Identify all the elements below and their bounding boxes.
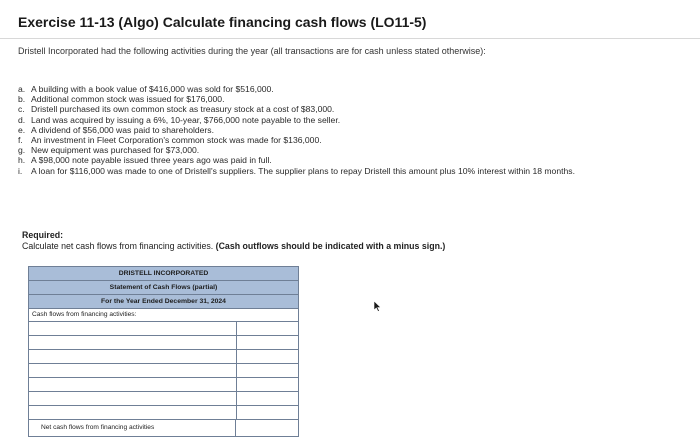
financing-section-label: Cash flows from financing activities: bbox=[29, 309, 298, 322]
activity-item bbox=[18, 115, 688, 125]
activity-item bbox=[18, 166, 688, 176]
activity-text: Dristell purchased its own common stock as treasury stock at a cost of $83,000. bbox=[31, 104, 335, 115]
activity-letter: c. bbox=[18, 104, 25, 115]
net-cash-total-label: Net cash flows from financing activities bbox=[29, 420, 236, 436]
required-note: (Cash outflows should be indicated with a minus sign.) bbox=[215, 241, 446, 251]
activity-item bbox=[18, 94, 688, 104]
statement-title: Statement of Cash Flows (partial) bbox=[29, 281, 298, 295]
activity-item bbox=[18, 125, 688, 135]
activity-item bbox=[18, 145, 688, 155]
activity-text: Land was acquired by issuing a 6%, 10-year, $766,000 note payable to the seller. bbox=[31, 114, 341, 125]
table-row bbox=[29, 336, 298, 350]
table-row bbox=[29, 322, 298, 336]
activity-text: A building with a book value of $416,000 was sold for $516,000. bbox=[31, 84, 274, 94]
table-row bbox=[29, 350, 298, 364]
exercise-title: Exercise 11-13 (Algo) Calculate financing cash flows (LO11-5) bbox=[18, 14, 427, 30]
activity-text: A $98,000 note payable issued three years ago was paid in full. bbox=[31, 155, 272, 166]
activity-letter: a. bbox=[18, 84, 26, 94]
cash-flow-statement bbox=[28, 266, 299, 437]
table-row bbox=[29, 378, 298, 392]
required-instruction bbox=[22, 241, 445, 251]
activity-letter: i. bbox=[18, 165, 23, 176]
activity-list bbox=[18, 84, 688, 176]
net-cash-total-row bbox=[29, 420, 298, 436]
activity-text: Additional common stock was issued for $176,000. bbox=[31, 94, 225, 105]
table-row bbox=[29, 392, 298, 406]
activity-text: New equipment was purchased for $73,000. bbox=[31, 145, 200, 156]
table-row bbox=[29, 364, 298, 378]
activity-letter: b. bbox=[18, 94, 26, 105]
statement-header bbox=[29, 267, 298, 309]
activity-text: A dividend of $56,000 was paid to shareholders. bbox=[31, 124, 214, 135]
activity-item bbox=[18, 84, 688, 94]
statement-period: For the Year Ended December 31, 2024 bbox=[29, 295, 298, 309]
activity-item bbox=[18, 155, 688, 165]
title-divider bbox=[0, 38, 700, 39]
activity-text: An investment in Fleet Corporation's common stock was made for $136,000. bbox=[31, 135, 322, 146]
company-name: DRISTELL INCORPORATED bbox=[29, 267, 298, 281]
required-heading: Required: bbox=[22, 230, 64, 240]
activity-letter: f. bbox=[18, 135, 23, 146]
activity-letter: h. bbox=[18, 155, 26, 166]
activity-item bbox=[18, 104, 688, 114]
required-text: Calculate net cash flows from financing activities. bbox=[22, 241, 214, 251]
activity-letter: g. bbox=[18, 145, 26, 156]
net-cash-total-input[interactable] bbox=[236, 421, 298, 437]
activity-text: A loan for $116,000 was made to one of Dristell's suppliers. The supplier plans to repay Dristell this amount plus 10% interest within 18 months. bbox=[31, 165, 575, 176]
activity-letter: d. bbox=[18, 114, 26, 125]
activity-item bbox=[18, 135, 688, 145]
table-row bbox=[29, 406, 298, 420]
activity-letter: e. bbox=[18, 124, 26, 135]
intro-text: Dristell Incorporated had the following activities during the year (all transactions are for cash unless stated otherwise): bbox=[18, 46, 486, 56]
